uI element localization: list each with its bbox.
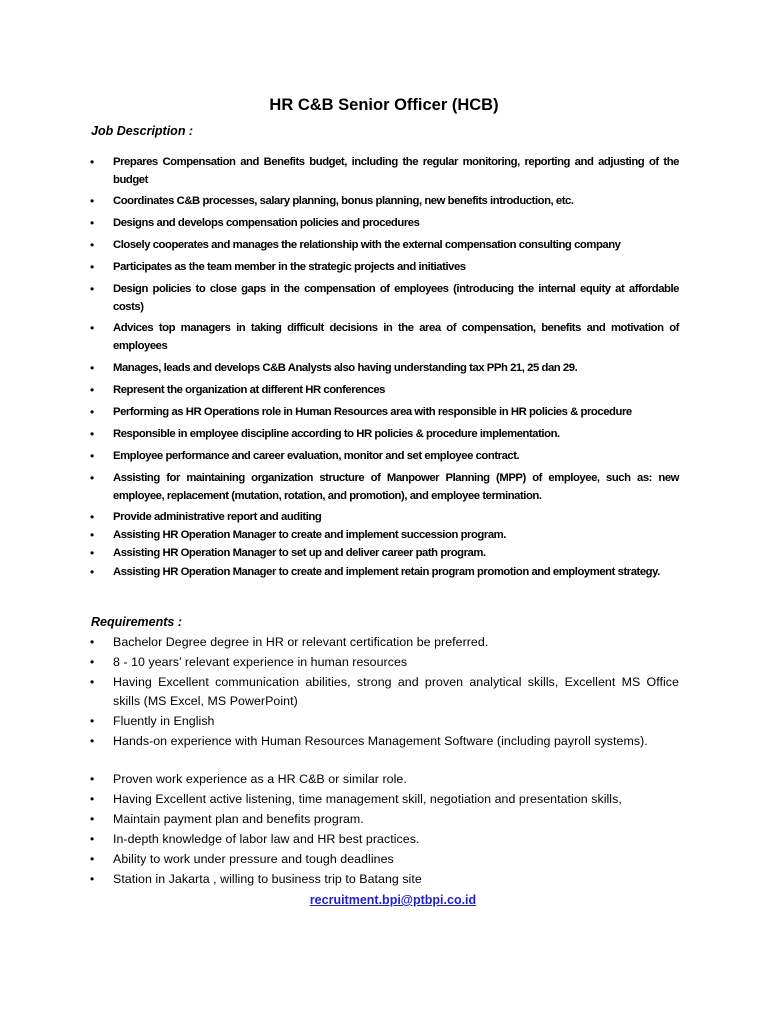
job-description-heading: Job Description :: [91, 124, 194, 138]
bullet-icon: •: [90, 282, 95, 296]
bullet-icon: •: [90, 383, 95, 397]
job-description-item: Assisting HR Operation Manager to set up and deliver career path program.: [113, 547, 486, 559]
bullet-icon: •: [90, 872, 95, 886]
requirement-item: In-depth knowledge of labor law and HR best practices.: [113, 832, 420, 846]
contact-email-link[interactable]: recruitment.bpi@ptbpi.co.id: [309, 893, 477, 907]
job-description-item: Design policies to close gaps in the compensation of employees (introducing the internal equity at affordable costs): [113, 283, 679, 313]
requirements-heading: Requirements :: [91, 615, 182, 629]
bullet-icon: •: [90, 155, 95, 169]
job-description-item: Participates as the team member in the strategic projects and initiatives: [113, 261, 466, 273]
bullet-icon: •: [90, 510, 95, 524]
bullet-icon: •: [90, 194, 95, 208]
job-description-item: Provide administrative report and auditing: [113, 511, 322, 523]
job-description-item: Manages, leads and develops C&B Analysts also having understanding tax PPh 21, 25 dan 29.: [113, 362, 578, 374]
bullet-icon: •: [90, 405, 95, 419]
job-description-item: Advices top managers in taking difficult decisions in the area of compensation, benefits and motivation of employees: [113, 322, 679, 352]
bullet-icon: •: [90, 812, 95, 826]
requirement-item: 8 - 10 years’ relevant experience in human resources: [113, 655, 408, 669]
bullet-icon: •: [90, 238, 95, 252]
page-title: HR C&B Senior Officer (HCB): [269, 96, 499, 114]
requirement-item: Hands-on experience with Human Resources Management Software (including payroll systems).: [113, 734, 648, 748]
bullet-icon: •: [90, 216, 95, 230]
job-description-item: Prepares Compensation and Benefits budget, including the regular monitoring, reporting and adjusting of the budget: [113, 156, 679, 186]
bullet-icon: •: [90, 772, 95, 786]
job-description-item: Employee performance and career evaluation, monitor and set employee contract.: [113, 450, 520, 462]
bullet-icon: •: [90, 528, 95, 542]
requirement-item: Proven work experience as a HR C&B or similar role.: [113, 772, 407, 786]
requirement-item: Station in Jakarta , willing to business trip to Batang site: [113, 872, 422, 886]
job-description-item: Performing as HR Operations role in Human Resources area with responsible in HR policies & procedure: [113, 406, 632, 418]
requirement-item: Having Excellent communication abilities, strong and proven analytical skills, Excellent MS Office skills (MS Excel, MS PowerPoint): [113, 675, 679, 708]
job-description-item: Assisting for maintaining organization structure of Manpower Planning (MPP) of employee, such as: new employee, replacement (mutation, rotation, and promotion), and employee termination.: [113, 472, 679, 502]
requirement-item: Bachelor Degree degree in HR or relevant certification be preferred.: [113, 635, 489, 649]
bullet-icon: •: [90, 361, 95, 375]
requirement-item: Maintain payment plan and benefits program.: [113, 812, 364, 826]
bullet-icon: •: [90, 427, 95, 441]
bullet-icon: •: [90, 471, 95, 485]
job-description-item: Assisting HR Operation Manager to create and implement retain program promotion and employment strategy.: [113, 566, 660, 578]
bullet-icon: •: [90, 449, 95, 463]
requirement-item: Having Excellent active listening, time management skill, negotiation and presentation skills,: [113, 792, 622, 806]
bullet-icon: •: [90, 675, 95, 689]
bullet-icon: •: [90, 546, 95, 560]
requirement-item: Ability to work under pressure and tough deadlines: [113, 852, 394, 866]
bullet-icon: •: [90, 852, 95, 866]
job-description-item: Responsible in employee discipline according to HR policies & procedure implementation.: [113, 428, 560, 440]
job-description-item: Assisting HR Operation Manager to create and implement succession program.: [113, 529, 506, 541]
job-description-item: Designs and develops compensation policies and procedures: [113, 217, 420, 229]
job-description-item: Represent the organization at different HR conferences: [113, 384, 385, 396]
bullet-icon: •: [90, 734, 95, 748]
job-description-item: Coordinates C&B processes, salary planning, bonus planning, new benefits introduction, etc.: [113, 195, 574, 207]
bullet-icon: •: [90, 321, 95, 335]
bullet-icon: •: [90, 832, 95, 846]
bullet-icon: •: [90, 565, 95, 579]
bullet-icon: •: [90, 655, 95, 669]
job-description-item: Closely cooperates and manages the relationship with the external compensation consulting company: [113, 239, 621, 251]
bullet-icon: •: [90, 792, 95, 806]
bullet-icon: •: [90, 260, 95, 274]
bullet-icon: •: [90, 635, 95, 649]
bullet-icon: •: [90, 714, 95, 728]
requirement-item: Fluently in English: [113, 714, 215, 728]
